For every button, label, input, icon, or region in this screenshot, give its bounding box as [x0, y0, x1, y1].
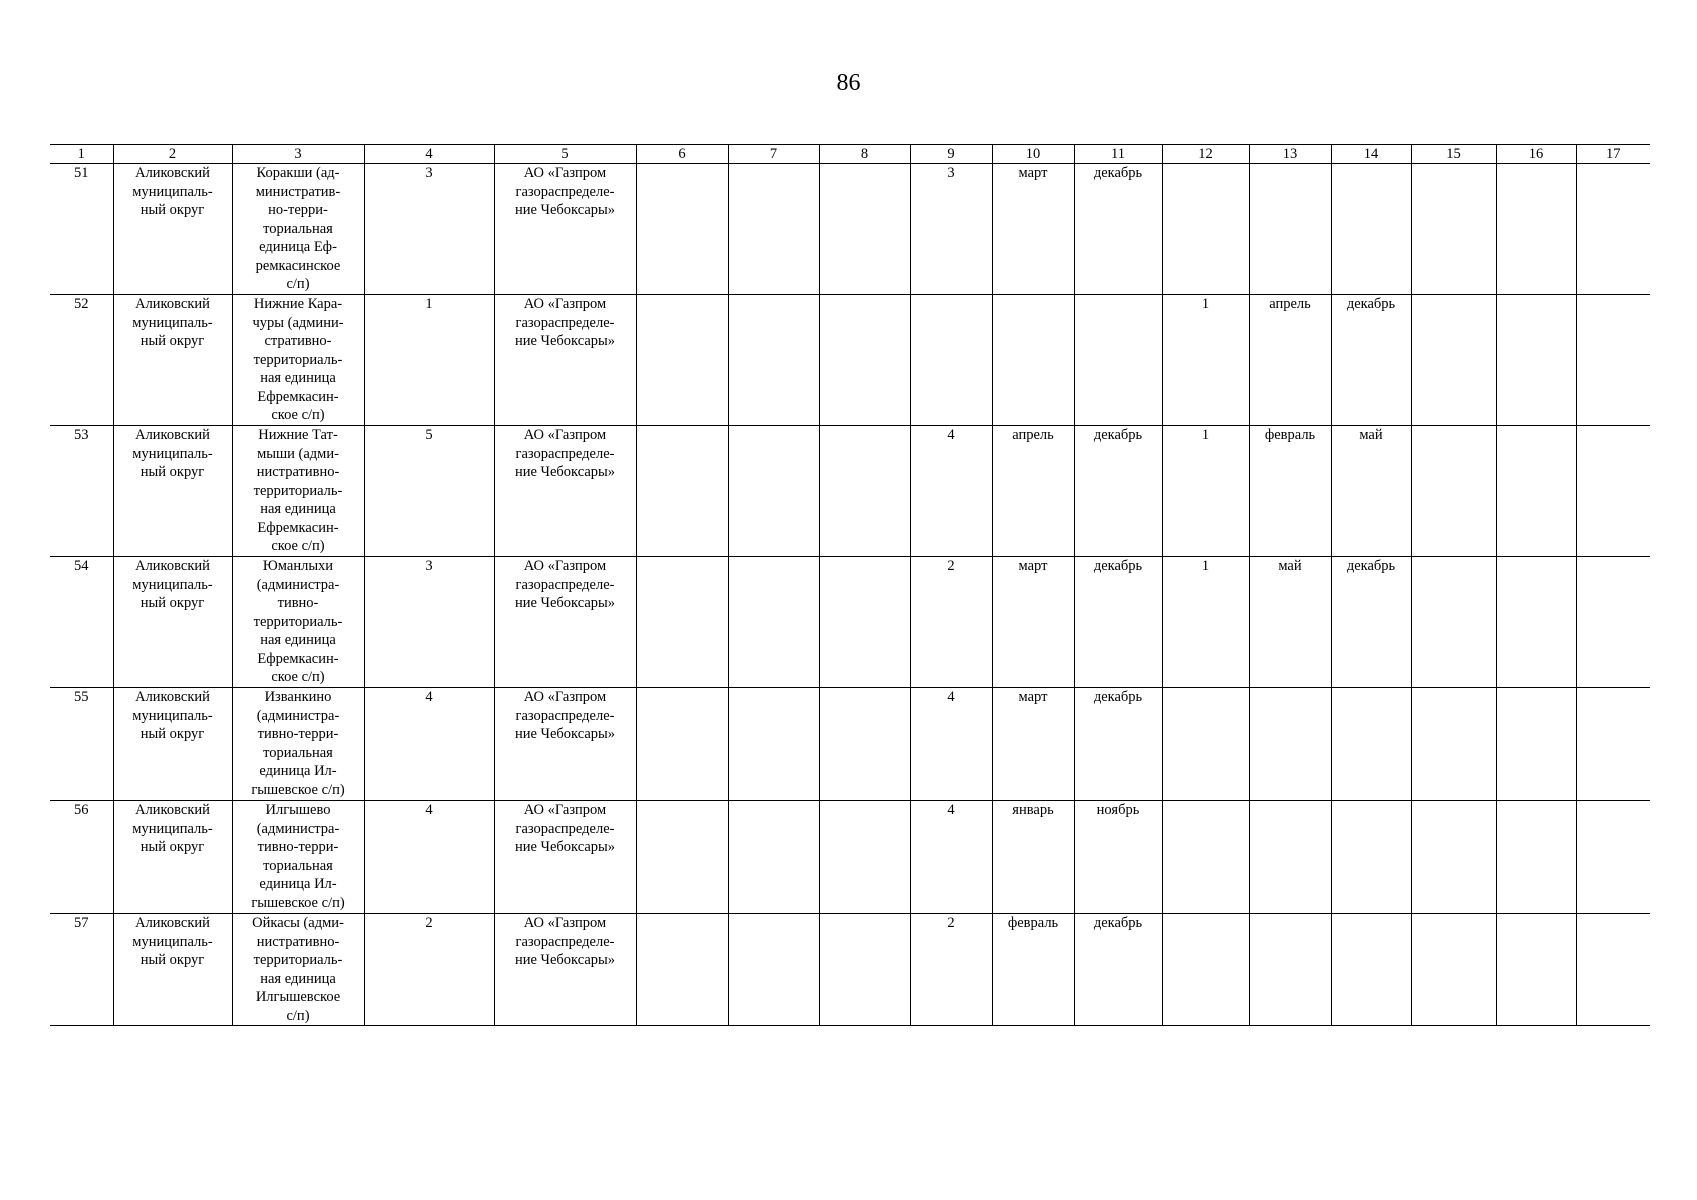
cell-col-14-value — [1331, 557, 1411, 688]
cell-col-4-value — [364, 295, 494, 426]
column-header: 14 — [1331, 145, 1411, 164]
cell-organization — [494, 557, 636, 688]
cell-district — [113, 295, 232, 426]
cell-col-8-value — [819, 557, 910, 688]
cell-col-10-value — [992, 426, 1074, 557]
cell-settlement — [232, 801, 364, 914]
cell-text: апрель — [1269, 296, 1311, 312]
cell-col-11-value — [1074, 557, 1162, 688]
cell-text: декабрь — [1093, 165, 1143, 181]
column-header: 2 — [113, 145, 232, 164]
table-row — [50, 164, 1650, 295]
cell-text: 4 — [947, 427, 955, 443]
cell-text: март — [1018, 558, 1048, 574]
cell-col-8-value — [819, 426, 910, 557]
cell-text: февраль — [1007, 915, 1059, 931]
cell-settlement — [232, 426, 364, 557]
cell-col-15-value — [1411, 801, 1496, 914]
cell-col-17-value — [1576, 164, 1650, 295]
cell-row-number — [50, 688, 113, 801]
cell-col-17-value — [1576, 295, 1650, 426]
cell-col-12-value — [1162, 688, 1249, 801]
cell-text: Нижние Тат- мыши (адми- нистративно- территориаль- ная единица Ефремкасин- ское с/п) — [253, 427, 343, 554]
cell-col-14-value — [1331, 914, 1411, 1026]
cell-text: 55 — [74, 689, 89, 705]
cell-col-11-value — [1074, 295, 1162, 426]
cell-col-7-value — [728, 295, 819, 426]
cell-text: 51 — [74, 165, 89, 181]
cell-text: Нижние Кара- чуры (админи- стративно- территориаль- ная единица Ефремкасин- ское с/п) — [252, 296, 344, 423]
cell-district — [113, 914, 232, 1026]
cell-col-17-value — [1576, 801, 1650, 914]
cell-col-11-value — [1074, 914, 1162, 1026]
cell-row-number — [50, 426, 113, 557]
cell-col-12-value — [1162, 801, 1249, 914]
cell-text: декабрь — [1093, 915, 1143, 931]
cell-col-13-value — [1249, 426, 1331, 557]
cell-organization — [494, 164, 636, 295]
cell-col-15-value — [1411, 164, 1496, 295]
cell-col-14-value — [1331, 295, 1411, 426]
cell-organization — [494, 914, 636, 1026]
cell-col-8-value — [819, 295, 910, 426]
column-header: 4 — [364, 145, 494, 164]
cell-text: АО «Газпром газораспределе- ние Чебоксары» — [514, 427, 616, 480]
cell-col-9-value — [910, 801, 992, 914]
column-header: 10 — [992, 145, 1074, 164]
column-number-row — [50, 145, 1650, 164]
cell-text: март — [1018, 689, 1048, 705]
cell-col-15-value — [1411, 426, 1496, 557]
cell-col-14-value — [1331, 688, 1411, 801]
cell-row-number — [50, 557, 113, 688]
cell-col-15-value — [1411, 295, 1496, 426]
cell-col-10-value — [992, 164, 1074, 295]
cell-col-14-value — [1331, 426, 1411, 557]
cell-text: Аликовский муниципаль- ный округ — [132, 165, 213, 218]
table-row — [50, 801, 1650, 914]
cell-text: АО «Газпром газораспределе- ние Чебоксары» — [514, 802, 616, 855]
cell-col-6-value — [636, 557, 728, 688]
cell-text: Ойкасы (адми- нистративно- территориаль- ная единица Илгышевское с/п) — [252, 915, 344, 1024]
table-row — [50, 557, 1650, 688]
cell-text: Коракши (ад- министратив- но-терри- ториальная единица Еф- ремкасинское с/п) — [255, 165, 341, 292]
cell-col-15-value — [1411, 914, 1496, 1026]
cell-text: 57 — [74, 915, 89, 931]
cell-text: Изванкино (администра- тивно-терри- ториальная единица Ил- гышевское с/п) — [251, 689, 345, 798]
cell-col-16-value — [1496, 295, 1576, 426]
cell-text: 53 — [74, 427, 89, 443]
cell-text: 2 — [947, 558, 955, 574]
cell-col-9-value — [910, 914, 992, 1026]
column-header: 5 — [494, 145, 636, 164]
cell-col-4-value — [364, 557, 494, 688]
cell-text: Аликовский муниципаль- ный округ — [132, 558, 213, 611]
cell-col-9-value — [910, 688, 992, 801]
cell-col-15-value — [1411, 557, 1496, 688]
cell-col-7-value — [728, 688, 819, 801]
column-header: 3 — [232, 145, 364, 164]
cell-col-4-value — [364, 164, 494, 295]
cell-organization — [494, 295, 636, 426]
column-header: 8 — [819, 145, 910, 164]
cell-col-13-value — [1249, 914, 1331, 1026]
cell-col-13-value — [1249, 557, 1331, 688]
table-row — [50, 295, 1650, 426]
cell-col-16-value — [1496, 426, 1576, 557]
cell-col-8-value — [819, 914, 910, 1026]
cell-district — [113, 801, 232, 914]
cell-organization — [494, 801, 636, 914]
cell-text: декабрь — [1346, 296, 1396, 312]
table-row — [50, 688, 1650, 801]
cell-col-17-value — [1576, 688, 1650, 801]
cell-col-7-value — [728, 914, 819, 1026]
cell-text: АО «Газпром газораспределе- ние Чебоксары» — [514, 296, 616, 349]
column-header: 17 — [1576, 145, 1650, 164]
cell-text: 1 — [1201, 558, 1210, 574]
cell-text: 54 — [74, 558, 89, 574]
cell-col-10-value — [992, 557, 1074, 688]
cell-col-16-value — [1496, 164, 1576, 295]
cell-text: 56 — [74, 802, 89, 818]
cell-col-16-value — [1496, 801, 1576, 914]
cell-col-17-value — [1576, 557, 1650, 688]
cell-col-12-value — [1162, 295, 1249, 426]
cell-col-13-value — [1249, 688, 1331, 801]
cell-col-6-value — [636, 426, 728, 557]
cell-col-4-value — [364, 688, 494, 801]
cell-col-6-value — [636, 164, 728, 295]
cell-col-10-value — [992, 801, 1074, 914]
cell-text: 3 — [947, 165, 955, 181]
cell-text: 1 — [425, 296, 433, 312]
cell-col-13-value — [1249, 801, 1331, 914]
cell-settlement — [232, 164, 364, 295]
cell-col-7-value — [728, 801, 819, 914]
cell-col-13-value — [1249, 164, 1331, 295]
cell-text: 4 — [947, 802, 955, 818]
cell-col-11-value — [1074, 426, 1162, 557]
cell-col-4-value — [364, 801, 494, 914]
cell-col-4-value — [364, 914, 494, 1026]
column-header: 16 — [1496, 145, 1576, 164]
table-row — [50, 914, 1650, 1026]
cell-row-number — [50, 801, 113, 914]
cell-text: ноябрь — [1096, 802, 1140, 818]
cell-district — [113, 688, 232, 801]
cell-settlement — [232, 914, 364, 1026]
cell-text: 2 — [425, 915, 433, 931]
cell-col-12-value — [1162, 557, 1249, 688]
cell-text: АО «Газпром газораспределе- ние Чебоксары» — [514, 915, 616, 968]
cell-col-11-value — [1074, 164, 1162, 295]
cell-col-7-value — [728, 164, 819, 295]
cell-col-12-value — [1162, 426, 1249, 557]
cell-text: Илгышево (администра- тивно-терри- ториальная единица Ил- гышевское с/п) — [251, 802, 345, 911]
column-header: 9 — [910, 145, 992, 164]
cell-col-14-value — [1331, 801, 1411, 914]
cell-district — [113, 426, 232, 557]
cell-col-11-value — [1074, 801, 1162, 914]
cell-col-15-value — [1411, 688, 1496, 801]
cell-col-10-value — [992, 688, 1074, 801]
cell-text: 2 — [947, 915, 955, 931]
cell-settlement — [232, 557, 364, 688]
cell-col-17-value — [1576, 426, 1650, 557]
cell-text: Аликовский муниципаль- ный округ — [132, 689, 213, 742]
cell-col-17-value — [1576, 914, 1650, 1026]
cell-text: АО «Газпром газораспределе- ние Чебоксары» — [514, 689, 616, 742]
cell-text: декабрь — [1093, 689, 1143, 705]
cell-text: 3 — [425, 165, 433, 181]
column-header: 15 — [1411, 145, 1496, 164]
cell-col-6-value — [636, 688, 728, 801]
cell-settlement — [232, 295, 364, 426]
cell-organization — [494, 426, 636, 557]
cell-settlement — [232, 688, 364, 801]
column-header: 12 — [1162, 145, 1249, 164]
cell-text: 4 — [947, 689, 955, 705]
cell-col-10-value — [992, 914, 1074, 1026]
cell-col-13-value — [1249, 295, 1331, 426]
cell-col-16-value — [1496, 557, 1576, 688]
cell-row-number — [50, 914, 113, 1026]
cell-text: 52 — [74, 296, 89, 312]
cell-col-11-value — [1074, 688, 1162, 801]
cell-col-16-value — [1496, 688, 1576, 801]
cell-col-9-value — [910, 557, 992, 688]
cell-text: май — [1278, 558, 1302, 574]
cell-text: декабрь — [1346, 558, 1396, 574]
cell-organization — [494, 688, 636, 801]
cell-col-14-value — [1331, 164, 1411, 295]
cell-district — [113, 557, 232, 688]
cell-text: 1 — [1201, 296, 1210, 312]
column-header: 1 — [50, 145, 113, 164]
cell-col-8-value — [819, 801, 910, 914]
cell-col-6-value — [636, 914, 728, 1026]
cell-text: 5 — [425, 427, 433, 443]
cell-text: март — [1018, 165, 1048, 181]
cell-text: Аликовский муниципаль- ный округ — [132, 915, 213, 968]
cell-text: 4 — [425, 689, 433, 705]
cell-row-number — [50, 164, 113, 295]
cell-col-8-value — [819, 164, 910, 295]
cell-text: май — [1359, 427, 1383, 443]
cell-text: 4 — [425, 802, 433, 818]
column-header: 13 — [1249, 145, 1331, 164]
cell-text: февраль — [1264, 427, 1316, 443]
cell-text: апрель — [1012, 427, 1054, 443]
cell-col-4-value — [364, 426, 494, 557]
cell-text: Юманлыхи (администра- тивно- территориаль- ная единица Ефремкасин- ское с/п) — [253, 558, 343, 685]
cell-col-7-value — [728, 426, 819, 557]
page-number: 86 — [836, 70, 861, 96]
cell-col-7-value — [728, 557, 819, 688]
cell-text: Аликовский муниципаль- ный округ — [132, 427, 213, 480]
cell-col-6-value — [636, 295, 728, 426]
cell-col-9-value — [910, 164, 992, 295]
cell-col-8-value — [819, 688, 910, 801]
cell-text: Аликовский муниципаль- ный округ — [132, 802, 213, 855]
cell-text: январь — [1012, 802, 1054, 818]
cell-text: декабрь — [1093, 558, 1143, 574]
column-header: 6 — [636, 145, 728, 164]
cell-col-10-value — [992, 295, 1074, 426]
cell-district — [113, 164, 232, 295]
table-row — [50, 426, 1650, 557]
cell-col-12-value — [1162, 164, 1249, 295]
cell-text: 1 — [1201, 427, 1210, 443]
cell-row-number — [50, 295, 113, 426]
cell-col-12-value — [1162, 914, 1249, 1026]
cell-text: декабрь — [1093, 427, 1143, 443]
cell-text: 3 — [425, 558, 433, 574]
cell-col-16-value — [1496, 914, 1576, 1026]
cell-col-9-value — [910, 295, 992, 426]
cell-text: АО «Газпром газораспределе- ние Чебоксары» — [514, 165, 616, 218]
column-header: 11 — [1074, 145, 1162, 164]
cell-text: АО «Газпром газораспределе- ние Чебоксары» — [514, 558, 616, 611]
cell-text: Аликовский муниципаль- ный округ — [132, 296, 213, 349]
cell-col-6-value — [636, 801, 728, 914]
cell-col-9-value — [910, 426, 992, 557]
column-header: 7 — [728, 145, 819, 164]
gasification-schedule-table — [50, 144, 1650, 1026]
